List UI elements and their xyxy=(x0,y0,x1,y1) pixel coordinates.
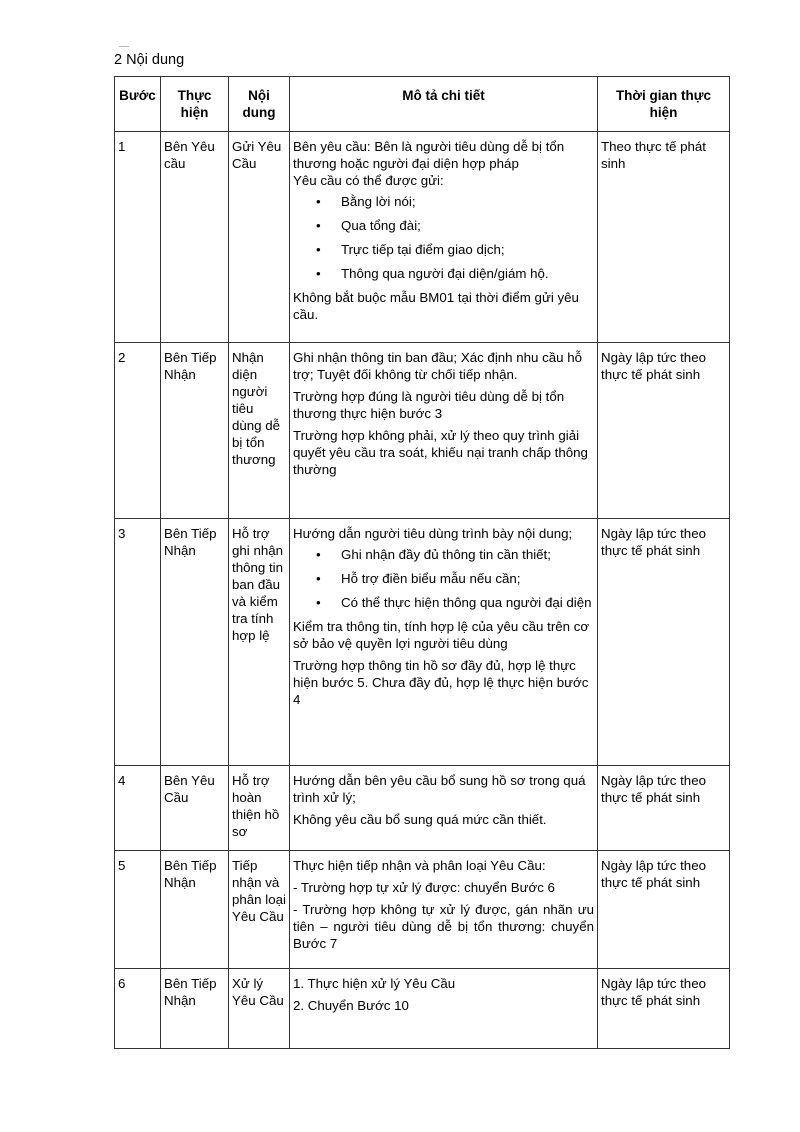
step-content: Hỗ trợ hoàn thiện hồ sơ xyxy=(229,766,290,851)
description-paragraph: Ghi nhận thông tin ban đầu; Xác định nhu cầu hỗ trợ; Tuyệt đối không từ chối tiếp nhận. xyxy=(293,350,583,382)
description-paragraph: Không bắt buộc mẫu BM01 tại thời điểm gửi yêu cầu. xyxy=(293,290,579,322)
bullet-list xyxy=(293,193,594,282)
description-paragraph: Hướng dẫn người tiêu dùng trình bày nội dung; xyxy=(293,526,573,541)
description-paragraph: - Trường hợp tự xử lý được: chuyển Bước 6 xyxy=(293,880,555,895)
step-description xyxy=(290,519,598,766)
table-row xyxy=(115,519,730,766)
step-time: Ngày lập tức theo thực tế phát sinh xyxy=(598,766,730,851)
header-mark xyxy=(119,46,129,47)
step-actor: Bên Tiếp Nhận xyxy=(161,851,229,969)
step-number: 2 xyxy=(115,343,161,519)
description-paragraph: Trường hợp không phải, xử lý theo quy trình giải quyết yêu cầu tra soát, khiếu nại tranh chấp thông thường xyxy=(293,428,588,477)
table-row xyxy=(115,766,730,851)
step-time: Ngày lập tức theo thực tế phát sinh xyxy=(598,343,730,519)
step-content: Tiếp nhận và phân loại Yêu Cầu xyxy=(229,851,290,969)
step-description xyxy=(290,343,598,519)
step-content: Nhận diện người tiêu dùng dễ bị tổn thương xyxy=(229,343,290,519)
description-paragraph: 1. Thực hiện xử lý Yêu Cầu xyxy=(293,976,456,991)
process-steps-table xyxy=(114,76,730,1049)
bullet-list xyxy=(293,546,594,611)
step-content: Hỗ trợ ghi nhận thông tin ban đầu và kiểm tra tính hợp lệ xyxy=(229,519,290,766)
step-description xyxy=(290,766,598,851)
step-description xyxy=(290,969,598,1049)
step-description xyxy=(290,132,598,343)
bullet-item: • Qua tổng đài; xyxy=(341,217,594,234)
description-paragraph: - Trường hợp không tự xử lý được, gán nhãn ưu tiên – người tiêu dùng dễ bị tổn thương: chuyển Bước 7 xyxy=(293,902,594,951)
table-header-row xyxy=(115,77,730,132)
step-content: Gửi Yêu Cầu xyxy=(229,132,290,343)
step-actor: Bên Yêu cầu xyxy=(161,132,229,343)
header-content: Nội dung xyxy=(229,77,290,132)
description-paragraph: Kiểm tra thông tin, tính hợp lệ của yêu cầu trên cơ sở bảo vệ quyền lợi người tiêu dùng xyxy=(293,619,590,651)
description-paragraph: Trường hợp thông tin hồ sơ đầy đủ, hợp lệ thực hiện bước 5. Chưa đầy đủ, hợp lệ thực hiện bước 4 xyxy=(293,658,589,707)
description-paragraph: Thực hiện tiếp nhận và phân loại Yêu Cầu: xyxy=(293,858,546,873)
table-row xyxy=(115,851,730,969)
step-actor: Bên Tiếp Nhận xyxy=(161,519,229,766)
bullet-item: • Trực tiếp tại điểm giao dịch; xyxy=(341,241,594,258)
table-row xyxy=(115,132,730,343)
header-actor: Thực hiện xyxy=(161,77,229,132)
header-step: Bước xyxy=(115,77,161,132)
bullet-item: • Thông qua người đại diện/giám hộ. xyxy=(341,265,594,282)
step-actor: Bên Tiếp Nhận xyxy=(161,343,229,519)
header-time: Thời gian thực hiện xyxy=(598,77,730,132)
step-time: Ngày lập tức theo thực tế phát sinh xyxy=(598,969,730,1049)
step-content: Xử lý Yêu Cầu xyxy=(229,969,290,1049)
description-paragraph: 2. Chuyển Bước 10 xyxy=(293,998,409,1013)
description-paragraph: Không yêu cầu bổ sung quá mức cần thiết. xyxy=(293,812,547,827)
bullet-item: • Có thể thực hiện thông qua người đại diện xyxy=(341,594,594,611)
step-number: 4 xyxy=(115,766,161,851)
bullet-item: • Hỗ trợ điền biểu mẫu nếu cần; xyxy=(341,570,594,587)
bullet-item: • Bằng lời nói; xyxy=(341,193,594,210)
step-number: 1 xyxy=(115,132,161,343)
step-time: Theo thực tế phát sinh xyxy=(598,132,730,343)
description-paragraph: Hướng dẫn bên yêu cầu bổ sung hồ sơ trong quá trình xử lý; xyxy=(293,773,586,805)
step-actor: Bên Tiếp Nhận xyxy=(161,969,229,1049)
table-row xyxy=(115,343,730,519)
step-number: 3 xyxy=(115,519,161,766)
step-number: 5 xyxy=(115,851,161,969)
step-actor: Bên Yêu Cầu xyxy=(161,766,229,851)
step-time: Ngày lập tức theo thực tế phát sinh xyxy=(598,519,730,766)
description-paragraph: Trường hợp đúng là người tiêu dùng dễ bị tổn thương thực hiện bước 3 xyxy=(293,389,565,421)
bullet-item: • Ghi nhận đầy đủ thông tin cần thiết; xyxy=(341,546,594,563)
description-paragraph: Bên yêu cầu: Bên là người tiêu dùng dễ bị tổn thương hoặc người đại diện hợp pháp xyxy=(293,139,565,171)
step-number: 6 xyxy=(115,969,161,1049)
step-time: Ngày lập tức theo thực tế phát sinh xyxy=(598,851,730,969)
section-title: 2 Nội dung xyxy=(114,52,185,68)
step-description xyxy=(290,851,598,969)
table-row xyxy=(115,969,730,1049)
header-description: Mô tả chi tiết xyxy=(290,77,598,132)
description-paragraph: Yêu cầu có thể được gửi: xyxy=(293,173,444,188)
